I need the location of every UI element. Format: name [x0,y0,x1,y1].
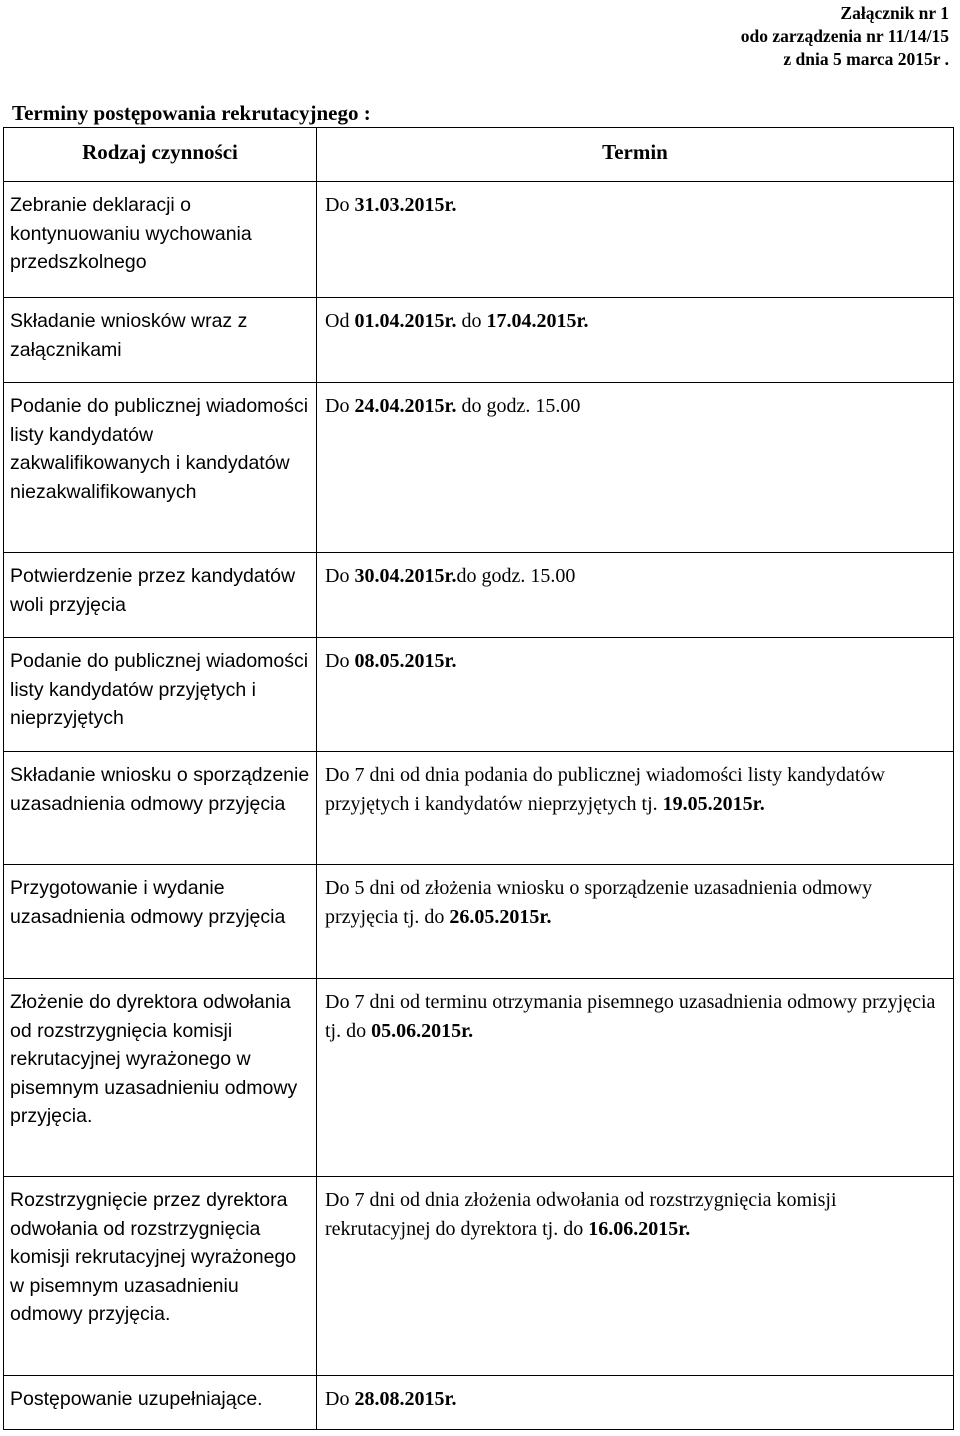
activity-column-header: Rodzaj czynności [4,128,317,182]
attachment-header [741,2,949,71]
activity-cell: Postępowanie uzupełniające. [4,1376,317,1430]
deadline-text: Do [325,650,355,672]
deadline-text: Do 5 dni od złożenia wniosku o sporządzenie uzasadnienia odmowy przyjęcia tj. do [325,877,873,928]
deadline-text: do godz. 15.00 [456,565,576,587]
table-row [4,1177,954,1376]
activity-cell: Rozstrzygnięcie przez dyrektora odwołania od rozstrzygnięcia komisji rekrutacyjnej wyrażonego w pisemnym uzasadnieniu odmowy przyjęcia. [4,1177,317,1376]
activity-cell: Potwierdzenie przez kandydatów woli przyjęcia [4,553,317,638]
recruitment-schedule-table [3,127,954,1430]
deadline-text: Do 7 dni od terminu otrzymania pisemnego uzasadnienia odmowy przyjęcia tj. do [325,991,936,1042]
deadline-date: 30.04.2015r. [354,565,457,587]
deadline-date: 19.05.2015r. [662,792,765,815]
table-row [4,298,954,383]
deadline-text: do [456,310,487,332]
deadline-date: 01.04.2015r. [354,310,457,332]
deadline-cell [317,865,954,979]
deadline-date: 24.04.2015r. [354,395,457,417]
deadline-cell [317,383,954,553]
deadline-cell [317,979,954,1177]
deadline-date: 17.04.2015r. [486,310,589,332]
activity-cell: Podanie do publicznej wiadomości listy kandydatów zakwalifikowanych i kandydatów niezakwalifikowanych [4,383,317,553]
deadline-text: do godz. 15.00 [456,395,581,417]
ordinance-reference: odo zarządzenia nr 11/14/15 [740,26,949,46]
deadline-cell [317,752,954,865]
deadline-cell [317,1376,954,1430]
deadline-text: Od [325,310,355,332]
deadline-date: 16.06.2015r. [588,1217,691,1240]
deadline-cell [317,553,954,638]
deadline-date: 08.05.2015r. [354,650,457,672]
table-row [4,865,954,979]
table-row [4,752,954,865]
activity-cell: Podanie do publicznej wiadomości listy kandydatów przyjętych i nieprzyjętych [4,638,317,752]
deadline-text: Do [325,395,355,417]
table-row [4,553,954,638]
deadline-date: 31.03.2015r. [354,194,457,216]
deadline-text: Do [325,565,355,587]
deadline-text: Do [325,1388,355,1410]
activity-cell: Zebranie deklaracji o kontynuowaniu wychowania przedszkolnego [4,182,317,298]
table-row [4,1376,954,1430]
ordinance-date: z dnia 5 marca 2015r . [783,49,949,69]
table-header-row [4,128,954,182]
activity-cell: Przygotowanie i wydanie uzasadnienia odmowy przyjęcia [4,865,317,979]
table-row [4,182,954,298]
activity-cell: Złożenie do dyrektora odwołania od rozstrzygnięcia komisji rekrutacyjnej wyrażonego w pisemnym uzasadnieniu odmowy przyjęcia. [4,979,317,1177]
deadline-cell [317,298,954,383]
deadline-text: Do 7 dni od dnia złożenia odwołania od rozstrzygnięcia komisji rekrutacyjnej do dyrektora tj. do [325,1189,837,1240]
attachment-number: Załącznik nr 1 [840,3,949,23]
table-row [4,979,954,1177]
deadline-cell [317,638,954,752]
deadline-date: 05.06.2015r. [371,1019,474,1042]
activity-cell: Składanie wniosku o sporządzenie uzasadnienia odmowy przyjęcia [4,752,317,865]
deadline-cell [317,182,954,298]
deadline-column-header: Termin [317,128,954,182]
deadline-text: Do [325,194,355,216]
deadline-date: 26.05.2015r. [449,905,552,928]
document-title: Terminy postępowania rekrutacyjnego : [12,101,371,125]
table-row [4,638,954,752]
table-row [4,383,954,553]
activity-cell: Składanie wniosków wraz z załącznikami [4,298,317,383]
deadline-cell [317,1177,954,1376]
deadline-text: Do 7 dni od dnia podania do publicznej wiadomości listy kandydatów przyjętych i kandydatów nieprzyjętych tj. [325,764,885,815]
deadline-date: 28.08.2015r. [354,1388,457,1410]
